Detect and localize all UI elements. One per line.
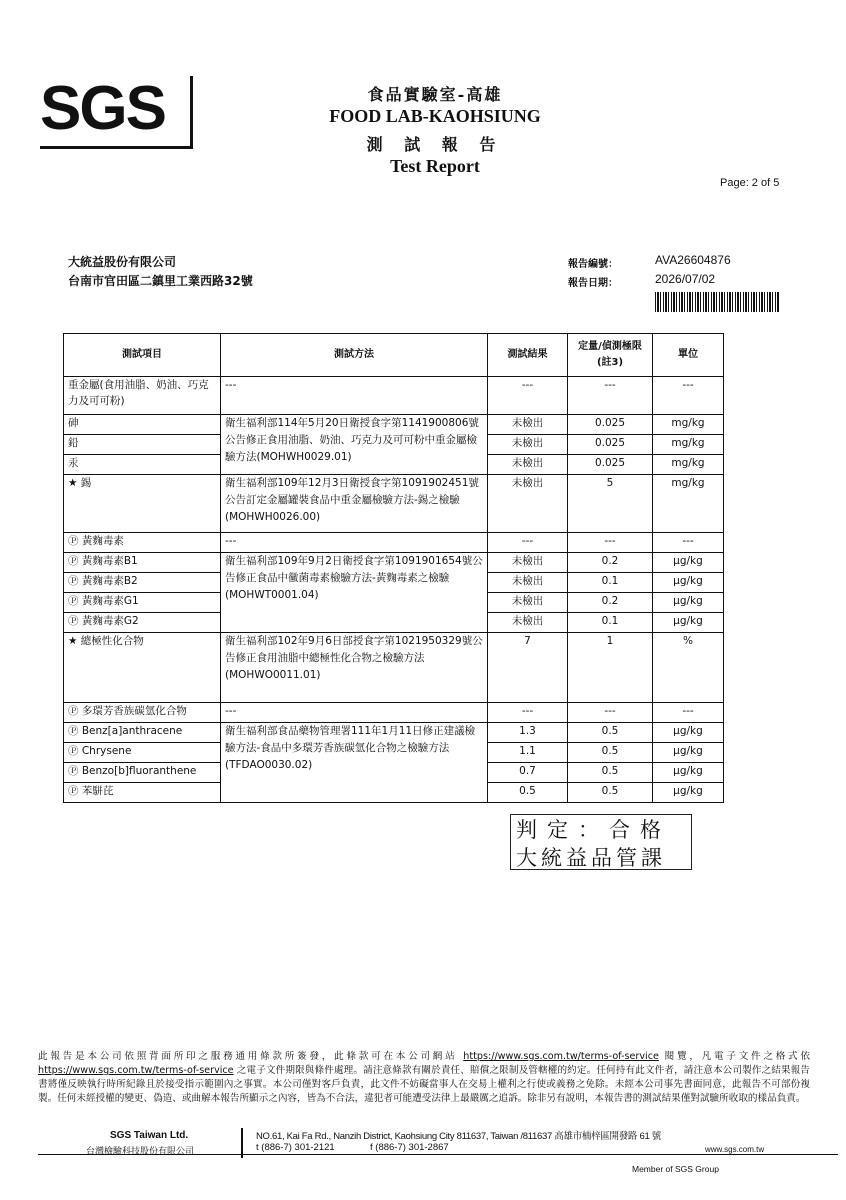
cell-method: 衛生福利部114年5月20日衛授食字第1141900806號公告修正食用油脂、奶油、巧克力及可可粉中重金屬檢驗方法(MOHWH0029.01): [221, 415, 488, 475]
table-row: [64, 415, 724, 435]
cell-unit: μg/kg: [653, 723, 724, 743]
stamp-department: 大統益品管課: [516, 846, 666, 870]
cell-result: ---: [488, 533, 568, 553]
company-fax: f (886-7) 301-2867: [370, 1142, 449, 1153]
cell-item: Ⓟ Chrysene: [64, 743, 221, 763]
cell-item: Ⓟ Benz[a]anthracene: [64, 723, 221, 743]
cell-limit: 5: [568, 475, 653, 533]
cell-unit: μg/kg: [653, 573, 724, 593]
cell-limit: 0.025: [568, 455, 653, 475]
report-title-cn: 測 試 報 告: [366, 135, 504, 154]
disclaimer-part2: 閱覽，凡電子文件之格式依: [664, 1051, 810, 1062]
cell-method: 衛生福利部109年12月3日衛授食字第1091902451號公告訂定金屬罐裝食品中重金屬檢驗方法-錫之檢驗(MOHWH0026.00): [221, 475, 488, 533]
cell-unit: ---: [653, 703, 724, 723]
cell-limit: 0.1: [568, 573, 653, 593]
page-number: Page: 2 of 5: [720, 177, 780, 189]
disclaimer-part3: 之電子文件期限與條件處理。請注意條款有關於責任、賠償之限制及管轄權的約定。任何持有此文件者，請注意本公司製作之結果報告書將僅反映執行時所紀錄且於接受指示範圍內之事實。本公司僅對客戶負責，此文件不妨礙當事人在交易上權利之行使或義務之免除。未經本公司事先書面同意，此報告不可部份複製。任何未經授權的變更、偽造、或曲解本報告所顯示之內容，皆為不合法，違犯者可能遭受法律上最嚴厲之追訴。除非另有說明，本報告書的測試結果僅對試驗所收取的樣品負責。: [38, 1065, 810, 1104]
cell-item: Ⓟ Benzo[b]fluoranthene: [64, 763, 221, 783]
cell-result: 未檢出: [488, 573, 568, 593]
cell-unit: mg/kg: [653, 435, 724, 455]
cell-limit: 0.5: [568, 743, 653, 763]
company-address: NO.61, Kai Fa Rd., Nanzih District, Kaohsiung City 811637, Taiwan /811637 高雄市楠梓區開發路 61 號: [256, 1131, 661, 1142]
cell-unit: μg/kg: [653, 593, 724, 613]
header-limit: 定量/偵測極限(註3): [568, 334, 653, 377]
cell-item: Ⓟ 黃麴毒素G1: [64, 593, 221, 613]
cell-result: 未檢出: [488, 553, 568, 573]
table-row: [64, 703, 724, 723]
cell-unit: μg/kg: [653, 553, 724, 573]
cell-limit: 0.5: [568, 783, 653, 803]
stamp-verdict: 判定：合格: [516, 818, 671, 842]
table-row: [64, 633, 724, 703]
cell-unit: ---: [653, 377, 724, 415]
cell-unit: μg/kg: [653, 613, 724, 633]
table-body: [64, 377, 724, 803]
cell-result: 0.7: [488, 763, 568, 783]
cell-item: ★ 錫: [64, 475, 221, 533]
cell-item: Ⓟ 苯駢芘: [64, 783, 221, 803]
report-date-label: 報告日期：: [568, 278, 618, 289]
cell-result: 1.1: [488, 743, 568, 763]
cell-unit: %: [653, 633, 724, 703]
company-web[interactable]: www.sgs.com.tw: [705, 1145, 765, 1154]
table-row: [64, 377, 724, 415]
cell-result: 未檢出: [488, 475, 568, 533]
terms-link-2[interactable]: https://www.sgs.com.tw/terms-of-service: [38, 1065, 234, 1076]
cell-item: 汞: [64, 455, 221, 475]
cell-limit: 0.1: [568, 613, 653, 633]
cell-unit: μg/kg: [653, 763, 724, 783]
cell-limit: 1: [568, 633, 653, 703]
barcode: [655, 292, 780, 312]
cell-limit: ---: [568, 377, 653, 415]
cell-method: 衛生福利部109年9月2日衛授食字第1091901654號公告修正食品中黴菌毒素檢驗方法-黃麴毒素之檢驗(MOHWT0001.04): [221, 553, 488, 633]
logo-divider: [190, 76, 193, 149]
sgs-member: Member of SGS Group: [632, 1164, 719, 1174]
cell-result: 未檢出: [488, 455, 568, 475]
client-address: 台南市官田區二鎮里工業西路32號: [68, 274, 253, 288]
cell-item: Ⓟ 黃麴毒素B2: [64, 573, 221, 593]
cell-item: Ⓟ 多環芳香族碳氫化合物: [64, 703, 221, 723]
table-row: [64, 553, 724, 573]
cell-item: Ⓟ 黃麴毒素: [64, 533, 221, 553]
disclaimer: [38, 1050, 810, 1106]
cell-item: Ⓟ 黃麴毒素G2: [64, 613, 221, 633]
cell-limit: 0.2: [568, 553, 653, 573]
cell-method: 衛生福利部食品藥物管理署111年1月11日修正建議檢驗方法-食品中多環芳香族碳氫化合物之檢驗方法(TFDAO0030.02): [221, 723, 488, 803]
cell-result: 未檢出: [488, 613, 568, 633]
report-title-en: Test Report: [390, 156, 480, 176]
cell-limit: 0.025: [568, 435, 653, 455]
cell-result: 7: [488, 633, 568, 703]
report-date: 2026/07/02: [655, 272, 716, 286]
cell-item: 砷: [64, 415, 221, 435]
cell-limit: ---: [568, 533, 653, 553]
terms-link-1[interactable]: https://www.sgs.com.tw/terms-of-service: [463, 1051, 659, 1062]
cell-item: 重金屬(食用油脂、奶油、巧克力及可可粉): [64, 377, 221, 415]
table-row: [64, 533, 724, 553]
cell-limit: ---: [568, 703, 653, 723]
client-name: 大統益股份有限公司: [68, 255, 177, 269]
table-row: [64, 723, 724, 743]
cell-result: 未檢出: [488, 435, 568, 455]
cell-result: 未檢出: [488, 593, 568, 613]
cell-unit: ---: [653, 533, 724, 553]
cell-unit: mg/kg: [653, 455, 724, 475]
cell-result: 0.5: [488, 783, 568, 803]
cell-result: 1.3: [488, 723, 568, 743]
cell-result: 未檢出: [488, 415, 568, 435]
cell-unit: μg/kg: [653, 743, 724, 763]
report-no-label: 報告編號：: [568, 259, 618, 270]
header-method: 測試方法: [221, 334, 488, 377]
lab-name-cn: 食品實驗室-高雄: [367, 85, 503, 104]
disclaimer-part1: 此報告是本公司依照背面所印之服務通用條款所簽發，此條款可在本公司網站: [38, 1051, 458, 1062]
cell-item: ★ 總極性化合物: [64, 633, 221, 703]
lab-name-en: FOOD LAB-KAOHSIUNG: [329, 106, 541, 126]
sgs-logo: SGS: [40, 74, 165, 143]
cell-method: 衛生福利部102年9月6日部授食字第1021950329號公告修正食用油脂中總極性化合物之檢驗方法(MOHWO0011.01): [221, 633, 488, 703]
cell-method: ---: [221, 533, 488, 553]
company-name-cn: 台灣檢驗科技股份有限公司: [86, 1147, 195, 1157]
cell-item: 鉛: [64, 435, 221, 455]
cell-limit: 0.025: [568, 415, 653, 435]
company-tel: t (886-7) 301-2121: [256, 1142, 335, 1153]
cell-result: ---: [488, 377, 568, 415]
cell-limit: 0.5: [568, 763, 653, 783]
results-table: [63, 333, 724, 803]
company-name-en: SGS Taiwan Ltd.: [110, 1130, 189, 1141]
table-row: [64, 475, 724, 533]
cell-limit: 0.5: [568, 723, 653, 743]
header-unit: 單位: [653, 334, 724, 377]
cell-result: ---: [488, 703, 568, 723]
cell-unit: mg/kg: [653, 475, 724, 533]
table-header-row: [64, 334, 724, 377]
cell-limit: 0.2: [568, 593, 653, 613]
cell-unit: mg/kg: [653, 415, 724, 435]
report-no: AVA26604876: [655, 253, 731, 267]
cell-unit: μg/kg: [653, 783, 724, 803]
cell-method: ---: [221, 703, 488, 723]
header-item: 測試項目: [64, 334, 221, 377]
cell-method: ---: [221, 377, 488, 415]
header-result: 測試結果: [488, 334, 568, 377]
logo-underline: [40, 146, 190, 149]
cell-item: Ⓟ 黃麴毒素B1: [64, 553, 221, 573]
